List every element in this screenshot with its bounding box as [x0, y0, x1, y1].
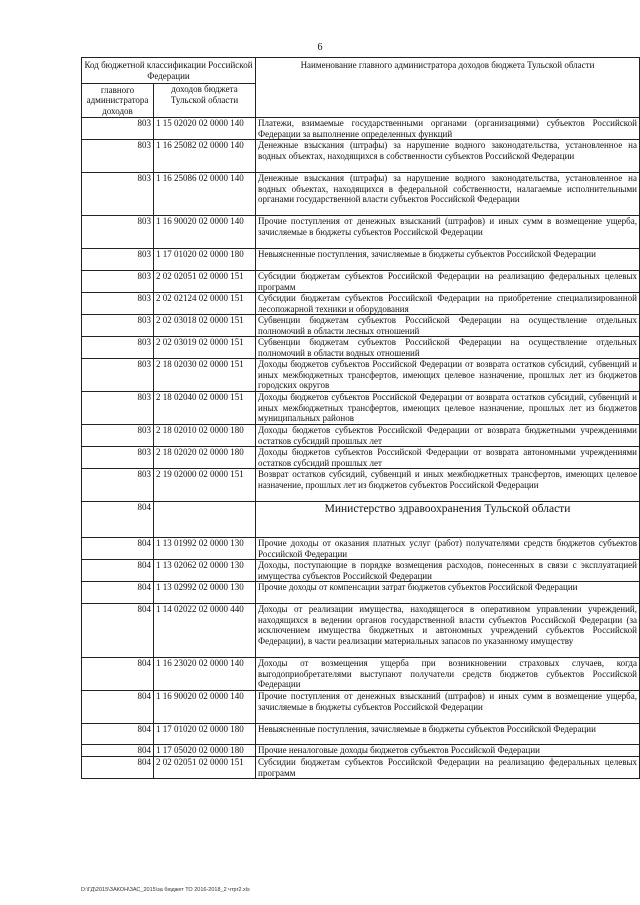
revenue-name-cell: Доходы бюджетов субъектов Российской Федерации от возврата автономными учреждениями остатков субсидий прошлых лет	[256, 447, 640, 469]
admin-code-cell: 804	[82, 691, 154, 724]
revenue-code-cell	[154, 502, 256, 538]
table-row	[82, 691, 640, 724]
revenue-code-cell: 1 16 25082 02 0000 140	[154, 140, 256, 173]
revenue-administrators-table	[81, 57, 640, 779]
table-row	[82, 173, 640, 216]
revenue-name-cell: Субвенции бюджетам субъектов Российской Федерации на осуществление отдельных полномочий в области лесных отношений	[256, 315, 640, 337]
file-path-footer: D:\ГД\2015\ЗАКОН\ЗАС_2015\за бюджет ТО 2016-2018_2 чтpr2.xls	[81, 887, 250, 893]
table-row	[82, 724, 640, 745]
revenue-code-cell: 2 02 03019 02 0000 151	[154, 337, 256, 359]
revenue-name-cell: Доходы, поступающие в порядке возмещения расходов, понесенных в связи с эксплуатацией имущества субъектов Российской Федерации	[256, 560, 640, 582]
admin-code-cell: 803	[82, 293, 154, 315]
table-row	[82, 293, 640, 315]
revenue-code-cell: 1 13 02992 02 0000 130	[154, 582, 256, 604]
admin-code-cell: 803	[82, 216, 154, 249]
revenue-code-cell: 2 02 02051 02 0000 151	[154, 271, 256, 293]
admin-code-cell: 803	[82, 118, 154, 140]
table-row	[82, 359, 640, 392]
revenue-code-cell: 1 14 02022 02 0000 440	[154, 604, 256, 658]
admin-code-cell: 803	[82, 249, 154, 271]
admin-code-cell: 803	[82, 392, 154, 425]
table-row	[82, 249, 640, 271]
revenue-code-cell: 2 19 02000 02 0000 151	[154, 469, 256, 502]
table-row	[82, 604, 640, 658]
admin-code-cell: 803	[82, 425, 154, 447]
revenue-code-cell: 1 16 23020 02 0000 140	[154, 658, 256, 691]
admin-code-cell: 803	[82, 173, 154, 216]
revenue-name-cell: Прочие доходы от оказания платных услуг (работ) получателями средств бюджетов субъектов Российской Федерации	[256, 538, 640, 560]
admin-column-header: главного администратора доходов	[82, 84, 154, 118]
revenue-name-cell: Доходы бюджетов субъектов Российской Федерации от возврата остатков субсидий, субвенций и иных межбюджетных трансфертов, имеющих целевое назначение, прошлых лет из бюджетов городских округов	[256, 359, 640, 392]
revenue-code-cell: 2 18 02010 02 0000 180	[154, 425, 256, 447]
revenue-name-cell: Прочие доходы от компенсации затрат бюджетов субъектов Российской Федерации	[256, 582, 640, 604]
table-row	[82, 757, 640, 779]
admin-code-cell: 803	[82, 271, 154, 293]
revenue-code-cell: 1 17 01020 02 0000 180	[154, 249, 256, 271]
table-row	[82, 392, 640, 425]
admin-code-cell: 804	[82, 724, 154, 745]
revenue-code-cell: 2 02 02124 02 0000 151	[154, 293, 256, 315]
section-title: Министерство здравоохранения Тульской области	[256, 502, 640, 538]
revenue-code-cell: 1 15 02020 02 0000 140	[154, 118, 256, 140]
table-row	[82, 271, 640, 293]
revenue-name-cell: Доходы от реализации имущества, находящегося в оперативном управлении учреждений, находящихся в ведении органов государственной власти субъектов Российской Федерации (за исключением имущества бюджетных и автономных учреждений субъектов Российской Федерации), в части реализации материальных запасов по указанному имуществу	[256, 604, 640, 658]
admin-code-cell: 804	[82, 757, 154, 779]
revenue-name-cell: Прочие поступления от денежных взысканий (штрафов) и иных сумм в возмещение ущерба, зачисляемые в бюджеты субъектов Российской Федерации	[256, 216, 640, 249]
table-row	[82, 140, 640, 173]
revenue-name-cell: Невыясненные поступления, зачисляемые в бюджеты субъектов Российской Федерации	[256, 724, 640, 745]
admin-code-cell: 804	[82, 604, 154, 658]
name-header: Наименование главного администратора доходов бюджета Тульской области	[256, 58, 640, 118]
admin-code-cell: 803	[82, 447, 154, 469]
revenue-code-cell: 1 17 01020 02 0000 180	[154, 724, 256, 745]
revenue-code-cell: 1 16 90020 02 0000 140	[154, 216, 256, 249]
table-row	[82, 658, 640, 691]
table-row	[82, 447, 640, 469]
classification-header: Код бюджетной классификации Российской Федерации	[82, 58, 256, 84]
admin-code-cell: 804	[82, 502, 154, 538]
table-row	[82, 582, 640, 604]
revenue-code-cell: 2 02 02051 02 0000 151	[154, 757, 256, 779]
table-row	[82, 315, 640, 337]
revenue-name-cell: Невыясненные поступления, зачисляемые в бюджеты субъектов Российской Федерации	[256, 249, 640, 271]
revenue-name-cell: Доходы от возмещения ущерба при возникновении страховых случаев, когда выгодоприобретателями выступают получатели средств бюджетов субъектов Российской Федерации	[256, 658, 640, 691]
table-row	[82, 216, 640, 249]
table-row	[82, 118, 640, 140]
page-number: 6	[317, 42, 323, 53]
revenue-code-cell: 2 18 02040 02 0000 151	[154, 392, 256, 425]
admin-code-cell: 803	[82, 359, 154, 392]
admin-code-cell: 804	[82, 582, 154, 604]
revenue-code-cell: 2 02 03018 02 0000 151	[154, 315, 256, 337]
revenue-name-cell: Денежные взыскания (штрафы) за нарушение водного законодательства, установленное на водных объектах, находящихся в собственности субъектов Российской Федерации	[256, 140, 640, 173]
revenue-name-cell: Субвенции бюджетам субъектов Российской Федерации на осуществление отдельных полномочий в области водных отношений	[256, 337, 640, 359]
revenue-code-cell: 1 13 01992 02 0000 130	[154, 538, 256, 560]
admin-code-cell: 803	[82, 337, 154, 359]
revenue-name-cell: Денежные взыскания (штрафы) за нарушение водного законодательства, установленное на водных объектах, находящихся в федеральной собственности, налагаемые исполнительными органами государственной власти субъектов Российской Федерации	[256, 173, 640, 216]
revenue-code-cell: 2 18 02030 02 0000 151	[154, 359, 256, 392]
admin-code-cell: 803	[82, 315, 154, 337]
revenue-code-cell: 2 18 02020 02 0000 180	[154, 447, 256, 469]
revenue-code-cell: 1 16 25086 02 0000 140	[154, 173, 256, 216]
section-row	[82, 502, 640, 538]
revenue-code-cell: 1 16 90020 02 0000 140	[154, 691, 256, 724]
revenue-column-header: доходов бюджета Тульской области	[154, 84, 256, 118]
admin-code-cell: 803	[82, 469, 154, 502]
revenue-code-cell: 1 17 05020 02 0000 180	[154, 745, 256, 757]
revenue-name-cell: Прочие поступления от денежных взысканий (штрафов) и иных сумм в возмещение ущерба, зачисляемые в бюджеты субъектов Российской Федерации	[256, 691, 640, 724]
admin-code-cell: 804	[82, 658, 154, 691]
admin-code-cell: 804	[82, 538, 154, 560]
revenue-name-cell: Возврат остатков субсидий, субвенций и иных межбюджетных трансфертов, имеющих целевое назначение, прошлых лет из бюджетов субъектов Российской Федерации	[256, 469, 640, 502]
table-row	[82, 469, 640, 502]
admin-code-cell: 804	[82, 560, 154, 582]
table-row	[82, 745, 640, 757]
table-row	[82, 425, 640, 447]
revenue-name-cell: Платежи, взимаемые государственными органами (организациями) субъектов Российской Федерации за выполнение определенных функций	[256, 118, 640, 140]
revenue-code-cell: 1 13 02062 02 0000 130	[154, 560, 256, 582]
table-row	[82, 538, 640, 560]
admin-code-cell: 803	[82, 140, 154, 173]
revenue-name-cell: Субсидии бюджетам субъектов Российской Федерации на приобретение специализированной лесопожарной техники и оборудования	[256, 293, 640, 315]
revenue-name-cell: Субсидии бюджетам субъектов Российской Федерации на реализацию федеральных целевых программ	[256, 271, 640, 293]
revenue-name-cell: Субсидии бюджетам субъектов Российской Федерации на реализацию федеральных целевых программ	[256, 757, 640, 779]
table-row	[82, 560, 640, 582]
table-row	[82, 337, 640, 359]
revenue-name-cell: Доходы бюджетов субъектов Российской Федерации от возврата остатков субсидий, субвенций и иных межбюджетных трансфертов, имеющих целевое назначение, прошлых лет из бюджетов муниципальных районов	[256, 392, 640, 425]
revenue-name-cell: Доходы бюджетов субъектов Российской Федерации от возврата бюджетными учреждениями остатков субсидий прошлых лет	[256, 425, 640, 447]
revenue-name-cell: Прочие неналоговые доходы бюджетов субъектов Российской Федерации	[256, 745, 640, 757]
admin-code-cell: 804	[82, 745, 154, 757]
